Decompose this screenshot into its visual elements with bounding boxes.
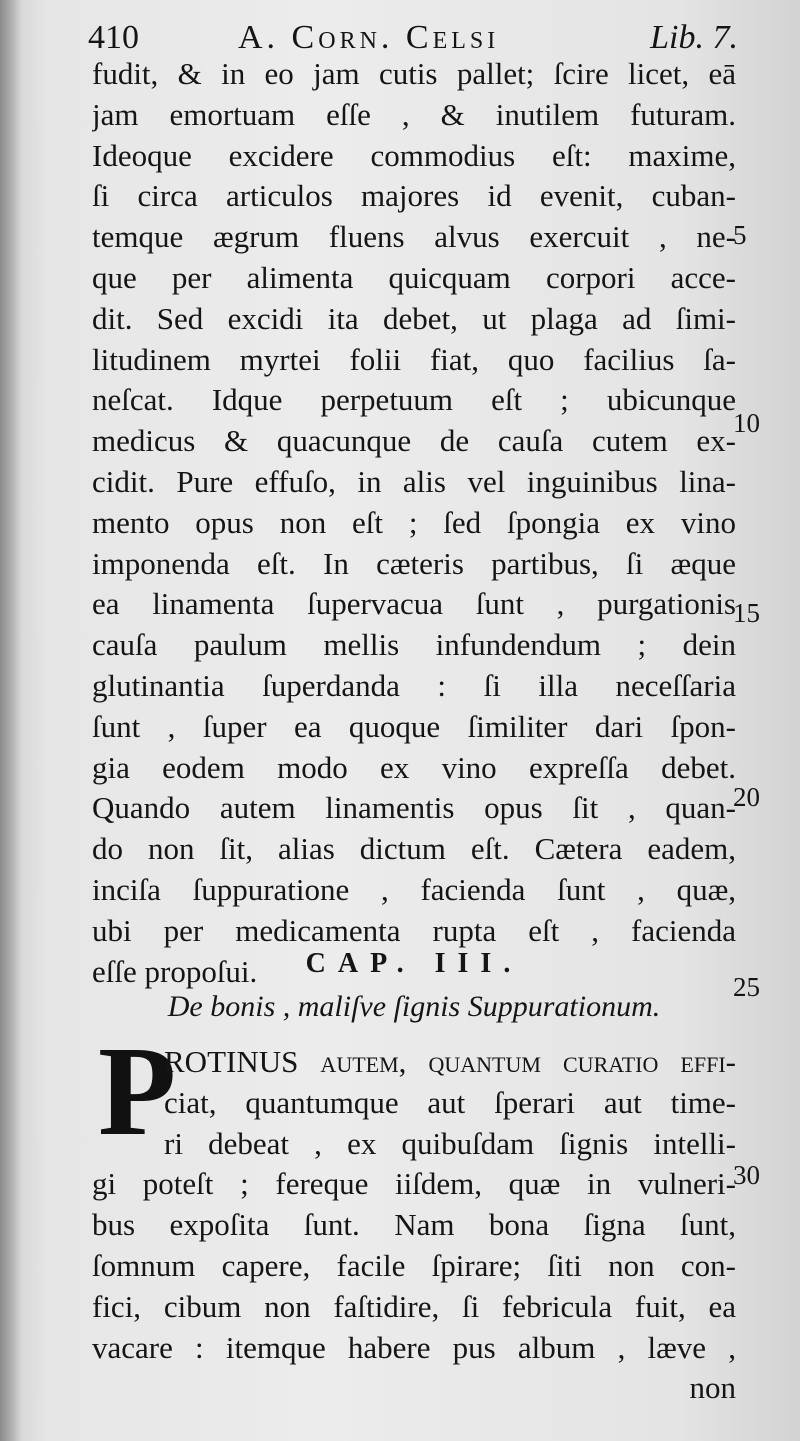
line-number: 5 — [733, 220, 747, 250]
text-line: ſomnum capere, facile ſpirare; ſiti non con- — [92, 1247, 736, 1283]
line-number: 30 — [733, 1160, 760, 1190]
chapter-heading: CAP. III. — [305, 948, 523, 979]
line-number: 25 — [733, 972, 760, 1002]
running-head: A. Corn. Celsi — [238, 19, 500, 56]
text-line: Ideoque excidere commodius eſt: maxime, — [92, 137, 736, 173]
text-line-content: ROTINUS autem, quantum curatio effi- — [164, 1044, 736, 1079]
text-line: fudit, & in eo jam cutis pallet; ſcire licet, eā — [92, 56, 736, 91]
text-line: ri debeat , ex quibuſdam ſignis intelli- — [164, 1125, 736, 1161]
text-line: ſi circa articulos majores id evenit, cuban- — [92, 178, 736, 214]
text-line: ciat, quantumque aut ſperari aut time- — [164, 1084, 736, 1120]
text-line: temque ægrum fluens alvus exercuit , ne- — [92, 219, 736, 255]
text-line: eſſe propoſui. — [92, 953, 258, 989]
text-line: medicus & quacunque de cauſa cutem ex- — [92, 423, 736, 459]
text-line: que per alimenta quicquam corpori acce- — [92, 259, 736, 295]
chapter-text — [92, 1042, 736, 1409]
text-line: vacare : itemque habere pus album , læve , — [92, 1329, 736, 1365]
text-line: mento opus non eſt ; ſed ſpongia ex vino — [92, 504, 736, 540]
line-number: 20 — [733, 782, 760, 812]
text-line: inciſa ſuppuratione , facienda ſunt , quæ, — [92, 871, 736, 907]
text-line: bus expoſita ſunt. Nam bona ſigna ſunt, — [92, 1207, 736, 1243]
text-line: Quando autem linamentis opus ſit , quan- — [92, 790, 736, 826]
text-line: glutinantia ſuperdanda : ſi illa neceſſaria — [92, 667, 736, 703]
text-line: cidit. Pure effuſo, in alis vel inguinibus lina- — [92, 463, 736, 499]
catchword: non — [689, 1370, 736, 1406]
text-line: neſcat. Idque perpetuum eſt ; ubicunque — [92, 382, 736, 418]
page-number: 410 — [88, 19, 139, 56]
drop-cap-initial: P — [98, 1020, 177, 1162]
line-number: 15 — [733, 598, 760, 628]
text-line: ubi per medicamenta rupta eſt , facienda — [92, 912, 736, 948]
line-number: 10 — [733, 408, 760, 438]
text-line: ſunt , ſuper ea quoque ſimiliter dari ſpon- — [92, 708, 736, 744]
book-number: Lib. 7. — [650, 19, 738, 56]
text-line: gia eodem modo ex vino expreſſa debet. — [92, 749, 736, 785]
chapter-subtitle: De bonis , maliſve ſignis Suppurationum. — [167, 990, 661, 1023]
text-line: jam emortuam eſſe , & inutilem futuram. — [92, 96, 736, 132]
main-text — [92, 54, 736, 992]
text-line: ea linamenta ſupervacua ſunt , purgationis — [92, 586, 736, 622]
text-line: dit. Sed excidi ita debet, ut plaga ad ſimi- — [92, 300, 736, 336]
text-line: cauſa paulum mellis infundendum ; dein — [92, 627, 736, 663]
text-line: do non ſit, alias dictum eſt. Cætera eadem, — [92, 831, 736, 867]
text-line: gi poteſt ; fereque iiſdem, quæ in vulneri- — [92, 1166, 736, 1202]
text-line: imponenda eſt. In cæteris partibus, ſi æque — [92, 545, 736, 581]
text-line: litudinem myrtei folii fiat, quo facilius ſa- — [92, 341, 736, 377]
text-line — [164, 1042, 736, 1083]
text-line: fici, cibum non faſtidire, ſi febricula fuit, ea — [92, 1288, 736, 1324]
